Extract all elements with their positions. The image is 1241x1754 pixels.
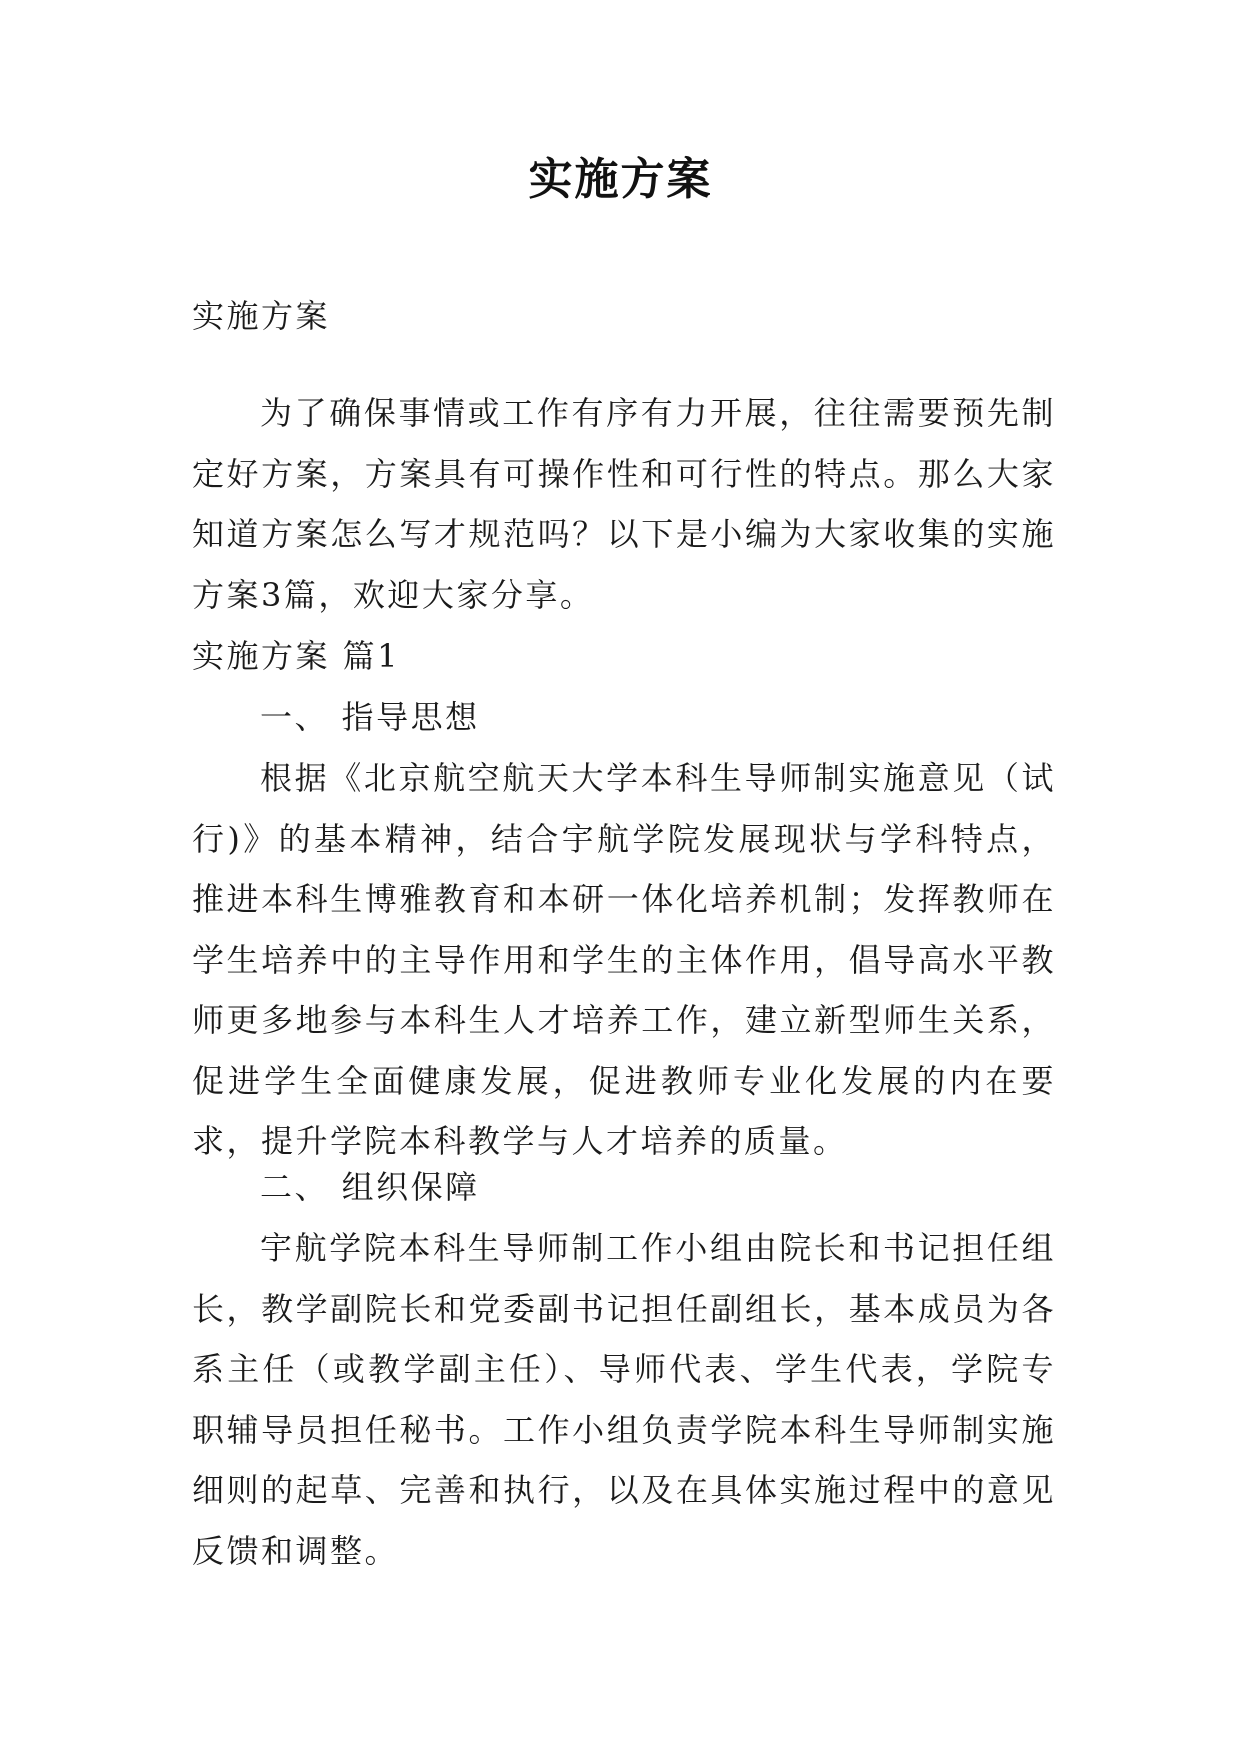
section-heading-2: 二、 组织保障: [260, 1168, 480, 1206]
section-heading-1: 一、 指导思想: [260, 698, 480, 736]
section-body-1: 根据《北京航空航天大学本科生导师制实施意见（试行)》的基本精神，结合宇航学院发展现状与学科特点，推进本科生博雅教育和本研一体化培养机制；发挥教师在学生培养中的主导作用和学生的主体作用，倡导高水平教师更多地参与本科生人才培养工作，建立新型师生关系，促进学生全面健康发展，促进教师专业化发展的内在要求，提升学院本科教学与人才培养的质量。: [192, 759, 1056, 1160]
section-body-2: 宇航学院本科生导师制工作小组由院长和书记担任组长，教学副院长和党委副书记担任副组长，基本成员为各系主任（或教学副主任）、导师代表、学生代表，学院专职辅导员担任秘书。工作小组负责学院本科生导师制实施细则的起草、完善和执行，以及在具体实施过程中的意见反馈和调整。: [192, 1229, 1056, 1570]
document-subtitle: 实施方案: [192, 297, 331, 335]
article-heading: 实施方案 篇1: [192, 637, 401, 675]
intro-paragraph: 为了确保事情或工作有序有力开展，往往需要预先制定好方案，方案具有可操作性和可行性的特点。那么大家知道方案怎么写才规范吗？以下是小编为大家收集的实施方案3篇，欢迎大家分享。: [192, 394, 1056, 614]
document-title: 实施方案: [528, 154, 713, 205]
